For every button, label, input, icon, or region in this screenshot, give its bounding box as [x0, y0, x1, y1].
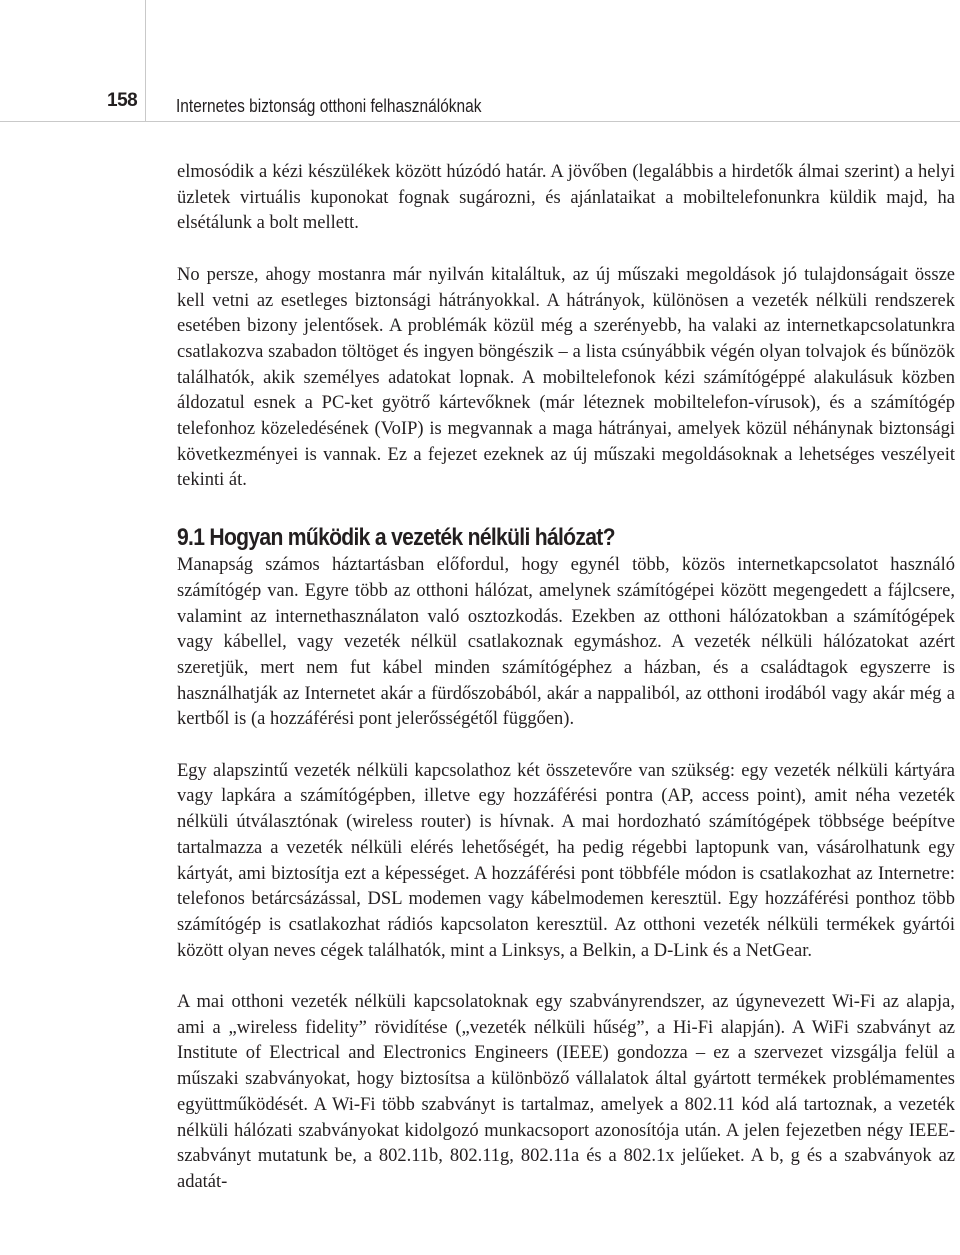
body-paragraph: No persze, ahogy mostanra már nyilván kitaláltuk, az új műszaki megoldások jó tulajdonságait össze kell vetni az esetleges biztonsági hátrányokkal. A hátrányok, különösen a vezeték nélküli rendszerek esetében bizony jelentősek. A problémák közül még a szerényebb, ha valaki az internetkapcsolatunkra csatlakozva szabadon töltöget és ingyen böngészik – a lista csúnyábbik végén olyan tolvajok és bűnözök találhatók, akik személyes adatokat lopnak. A mobiltelefonok kézi számítógéppé alakulásuk közben áldozatul esnek a PC-ket gyötrő kártevőknek (már léteznek mobiltelefon-vírusok), és a számítógép telefonhoz közeledésének (VoIP) is megvannak a maga hátrányai, amelyek közül néhánynak biztonsági következményei is vannak. Ez a fejezet ezeknek az új műszaki megoldásoknak a lehetséges veszélyeit tekinti át. — [177, 264, 955, 491]
section-heading: 9.1 Hogyan működik a vezeték nélküli hálózat? — [177, 524, 615, 552]
running-title: Internetes biztonság otthoni felhasználóknak — [176, 96, 482, 116]
page-number: 158 — [107, 90, 138, 111]
body-paragraph: Manapság számos háztartásban előfordul, hogy egynél több, közös internetkapcsolatot használó számítógép van. Egyre több az otthoni hálózat, amelynek számítógépei között megengedett a fájlcsere, valamint az internethasználaton való osztozkodás. Ezekben az otthoni hálózatokban a számítógépek vagy kábellel, vagy vezeték nélkül csatlakoznak egymáshoz. A vezeték nélküli hálózatokat azért szeretjük, mert nem fut kábel minden számítógéphez a házban, és a családtagok egyszerre is használhatják az Internetet akár a fürdőszobából, akár a nappaliból, az otthoni irodából vagy akár még a kertből is (a hozzáférési pont jelerősségétől függően). — [177, 555, 955, 730]
body-paragraph: elmosódik a kézi készülékek között húzódó határ. A jövőben (legalábbis a hirdetők álmai szerint) a helyi üzletek virtuális kuponokat fognak sugározni, és ajánlataikat a mobiltelefonunkra küldik majd, ha elsétálunk a bolt mellett. — [177, 162, 955, 234]
body-paragraph: Egy alapszintű vezeték nélküli kapcsolathoz két összetevőre van szükség: egy vezeték nélküli kártyára vagy lapkára a számítógépben, illetve egy hozzáférési pontra (AP, access point), amit néha vezeték nélküli útválasztónak (wireless router) is hívnak. A mai hordozható számítógépek többsége beépítve tartalmazza a vezeték nélküli elérés lehetőségét, ha pedig régebbi laptopunk van, vásárolhatunk egy kártyát, ami biztosítja ezt a képességet. A hozzáférési pont többféle módon is csatlakozhat az Internetre: telefonos betárcsázással, DSL modemen vagy kábelmodemen keresztül. Egy hozzáférési ponthoz több számítógép is csatlakozhat rádiós kapcsolaton keresztül. Az otthoni vezeték nélküli termékek gyártói között olyan neves cégek találhatók, mint a Linksys, a Belkin, a D-Link és a NetGear. — [177, 760, 955, 961]
header-vertical-rule — [145, 0, 146, 122]
page-body — [177, 160, 955, 1196]
body-paragraph: A mai otthoni vezeték nélküli kapcsolatoknak egy szabványrendszer, az úgynevezett Wi-Fi az alapja, ami a „wireless fidelity” rövidítése („vezeték nélküli hűség”, a Hi-Fi alapján). A WiFi szabványt az Institute of Electrical and Electronics Engineers (IEEE) gondozza – ez a szervezet vizsgálja felül a műszaki szabványokat, hogy biztosítsa a különböző vállalatok által gyártott termékek problémamentes együttműködését. A Wi-Fi több szabványt is tartalmaz, amelyek a 802.11 kód alá tartoznak, a vezeték nélküli hálózati szabványokat kidolgozó munkacsoport azonosítója után. A jelen fejezetben négy IEEE-szabványt mutatunk be, a 802.11b, 802.11g, 802.11a és a 802.1x jelűeket. A b, g és a szabványok az adatát- — [177, 992, 955, 1192]
header-horizontal-rule — [0, 121, 960, 122]
